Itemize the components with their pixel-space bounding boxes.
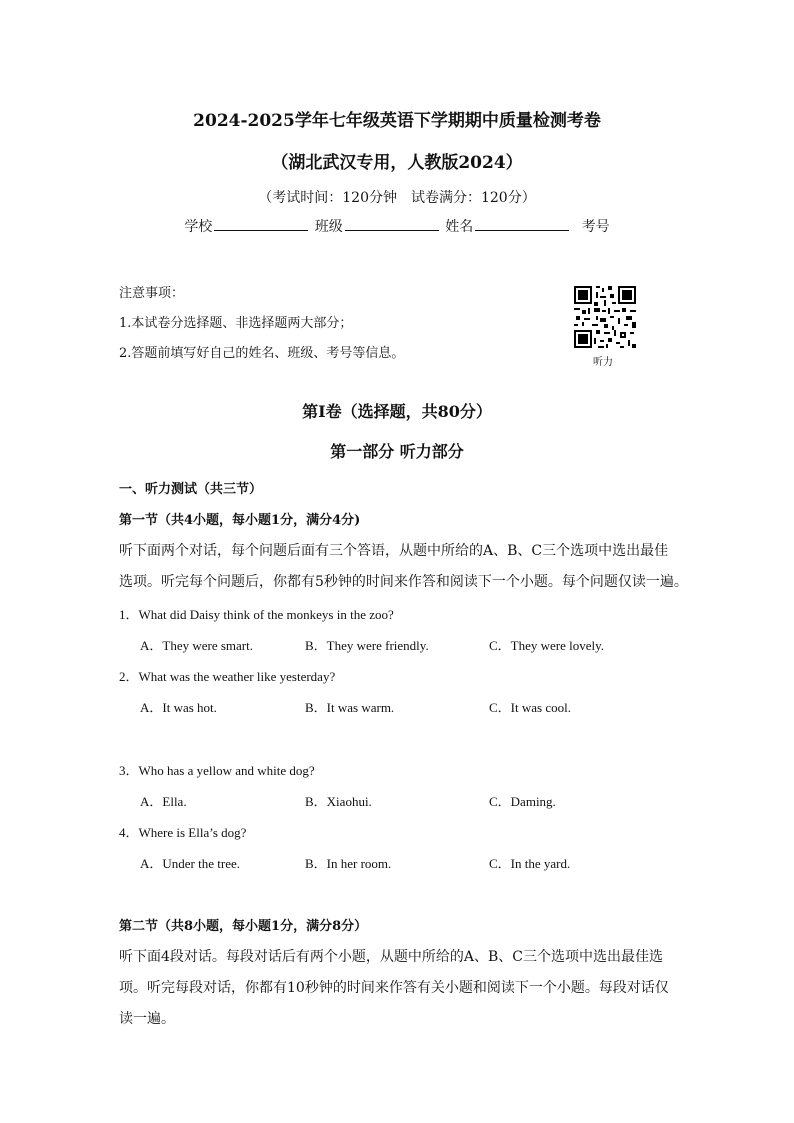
question-2-option-c[interactable]: C．It was cool. — [489, 700, 571, 715]
subsection-1-heading: 第一节（共4小题，每小题1分，满分4分) — [119, 513, 361, 528]
question-4-option-a[interactable]: A．Under the tree. — [140, 856, 240, 871]
question-3-option-c[interactable]: C．Daming. — [489, 794, 556, 809]
question-1: 1．What did Daisy think of the monkeys in the zoo? — [119, 607, 394, 622]
school-label: 学校 — [184, 219, 213, 235]
name-label: 姓名 — [445, 219, 474, 235]
subsection-1-instructions-line1: 听下面两个对话，每个问题后面有三个答语，从题中所给的A、B、C三个选项中选出最佳 — [119, 543, 669, 559]
exam-title: 2024-2025学年七年级英语下学期期中质量检测考卷 — [193, 111, 601, 131]
question-3-option-a[interactable]: A．Ella. — [140, 794, 187, 809]
qr-caption: 听力 — [593, 357, 613, 368]
section-heading: 一、听力测试（共三节） — [119, 482, 263, 497]
question-3: 3．Who has a yellow and white dog? — [119, 763, 315, 778]
question-2-option-a[interactable]: A．It was hot. — [140, 700, 217, 715]
name-blank[interactable] — [475, 216, 569, 231]
part-title: 第一部分 听力部分 — [330, 442, 464, 461]
subsection-1-instructions-line2: 选项。听完每个问题后，你都有5秒钟的时间来作答和阅读下一个小题。每个问题仅读一遍。 — [119, 574, 688, 590]
exam-subtitle: （湖北武汉专用，人教版2024） — [271, 153, 523, 173]
subsection-2-instructions-line2: 项。听完每段对话，你都有10秒钟的时间来作答有关小题和阅读下一个小题。每段对话仅 — [119, 980, 669, 996]
question-2-option-b[interactable]: B．It was warm. — [305, 700, 395, 715]
subsection-2-instructions-line1: 听下面4段对话。每段对话后有两个小题，从题中所给的A、B、C三个选项中选出最佳选 — [119, 949, 664, 965]
notes-heading: 注意事项： — [119, 286, 185, 301]
question-4: 4．Where is Ella’s dog? — [119, 825, 247, 840]
question-1-option-b[interactable]: B．They were friendly. — [305, 638, 429, 653]
class-label: 班级 — [314, 219, 343, 235]
volume-title: 第Ⅰ卷（选择题，共80分） — [302, 402, 492, 421]
exam-info: （考试时间：120分钟 试卷满分：120分） — [258, 190, 536, 206]
class-blank[interactable] — [345, 216, 439, 231]
question-3-option-b[interactable]: B．Xiaohui. — [305, 794, 372, 809]
note-item-2: 2.答题前填写好自己的姓名、班级、考号等信息。 — [119, 346, 405, 361]
question-2: 2．What was the weather like yesterday? — [119, 669, 336, 684]
question-1-option-c[interactable]: C．They were lovely. — [489, 638, 605, 653]
student-info-row — [0, 216, 794, 236]
note-item-1: 1.本试卷分选择题、非选择题两大部分； — [119, 316, 353, 331]
question-1-option-a[interactable]: A．They were smart. — [140, 638, 253, 653]
school-blank[interactable] — [214, 216, 308, 231]
question-4-option-b[interactable]: B．In her room. — [305, 856, 392, 871]
question-4-option-c[interactable]: C．In the yard. — [489, 856, 571, 871]
qr-code-icon — [572, 284, 638, 350]
subsection-2-heading: 第二节（共8小题，每小题1分，满分8分） — [119, 919, 368, 934]
subsection-2-instructions-line3: 读一遍。 — [119, 1011, 175, 1027]
exam-number-label: 考号 — [581, 219, 610, 235]
